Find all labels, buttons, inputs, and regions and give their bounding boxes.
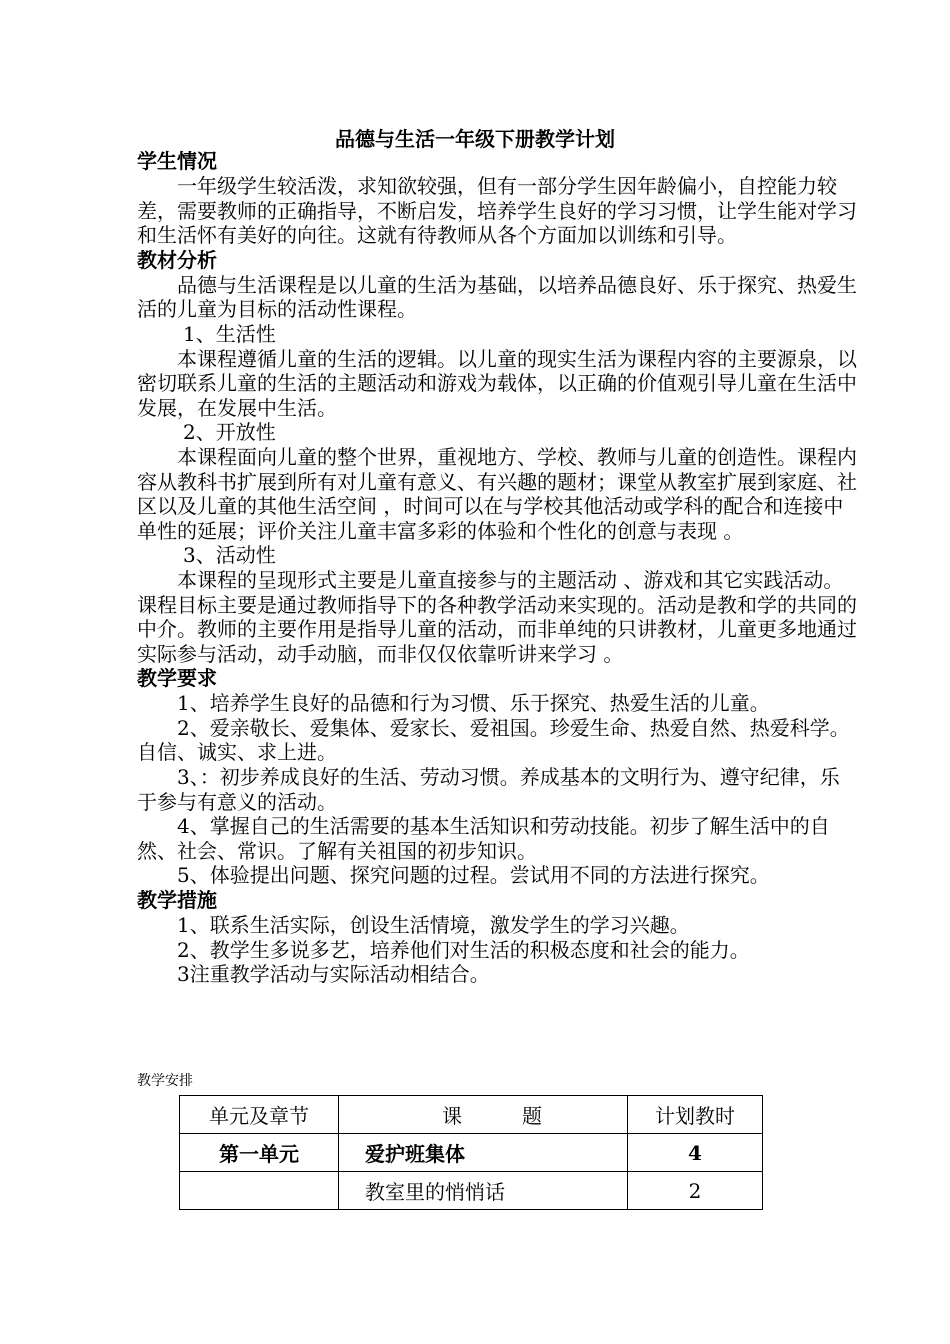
table-header-row [180, 1096, 763, 1134]
requirement-4: 4、掌握自己的生活需要的基本生活知识和劳动技能。初步了解生活中的自然、社会、常识。了解有关祖国的初步知识。 [137, 814, 830, 863]
measure-2: 2、教学生多说多艺，培养他们对生活的积极态度和社会的能力。 [177, 937, 750, 962]
analysis-point-3-text: 本课程的呈现形式主要是儿童直接参与的主题活动 、游戏和其它实践活动。课程目标主要是通过教师指导下的各种教学活动来实现的。活动是教和学的共同的中介。教师的主要作用是指导儿童的活动，而非单纯的只讲教材，儿童更多地通过实际参与活动，动手动脑，而非仅仅依靠听讲来学习 。 [137, 567, 857, 666]
header-hours: 计划教时 [628, 1096, 763, 1134]
cell-hours: 4 [628, 1134, 763, 1172]
analysis-point-1-text: 本课程遵循儿童的生活的逻辑。以儿童的现实生活为课程内容的主要源泉，以密切联系儿童的生活的主题活动和游戏为载体，以正确的价值观引导儿童在生活中发展，在发展中生活。 [137, 346, 857, 420]
requirement-5: 5、体验提出问题、探究问题的过程。尝试用不同的方法进行探究。 [177, 863, 770, 888]
section-heading-analysis: 教材分析 [137, 247, 217, 272]
analysis-paragraph: 品德与生活课程是以儿童的生活为基础，以培养品德良好、乐于探究、热爱生活的儿童为目标的活动性课程。 [137, 272, 857, 322]
table-row [180, 1134, 763, 1172]
cell-unit: 第一单元 [180, 1134, 339, 1172]
analysis-point-2-label: 2、开放性 [183, 420, 276, 445]
cell-topic: 爱护班集体 [339, 1134, 628, 1172]
analysis-point-2-text: 本课程面向儿童的整个世界，重视地方、学校、教师与儿童的创造性。课程内容从教科书扩展到所有对儿童有意义、有兴趣的题材；课堂从教室扩展到家庭、社区以及儿童的其他生活空间 ，时间可以在与学校其他活动或学科的配合和连接中单性的延展；评价关注儿童丰富多彩的体验和个性化的创意与表现 。 [137, 444, 857, 543]
header-topic: 课 题 [339, 1096, 628, 1134]
requirement-1: 1、培养学生良好的品德和行为习惯、乐于探究、热爱生活的儿童。 [177, 691, 770, 716]
measure-1: 1、联系生活实际，创设生活情境，激发学生的学习兴趣。 [177, 913, 690, 938]
requirement-2: 2、爱亲敬长、爱集体、爱家长、爱祖国。珍爱生命、热爱自然、热爱科学。自信、诚实、求上进。 [137, 715, 850, 765]
section-heading-requirements: 教学要求 [137, 666, 217, 691]
cell-unit [180, 1172, 339, 1210]
header-unit: 单元及章节 [180, 1096, 339, 1134]
section-heading-students: 学生情况 [137, 149, 217, 173]
requirement-3: 3、：初步养成良好的生活、劳动习惯。养成基本的文明行为、遵守纪律，乐于参与有意义的活动。 [137, 765, 840, 814]
analysis-point-3-label: 3、活动性 [183, 543, 276, 568]
table-row [180, 1172, 763, 1210]
section-heading-measures: 教学措施 [137, 888, 217, 913]
schedule-label: 教学安排 [137, 1073, 193, 1089]
measure-3: 3注重教学活动与实际活动相结合。 [177, 962, 490, 987]
analysis-point-1-label: 1、生活性 [183, 321, 276, 346]
schedule-table [179, 1095, 763, 1210]
document-body [137, 149, 857, 987]
cell-topic: 教室里的悄悄话 [339, 1172, 628, 1210]
students-paragraph: 一年级学生较活泼，求知欲较强，但有一部分学生因年龄偏小，自控能力较差，需要教师的正确指导，不断启发，培养学生良好的学习习惯，让学生能对学习和生活怀有美好的向往。这就有待教师从各个方面加以训练和引导。 [137, 174, 857, 248]
cell-hours: 2 [628, 1172, 763, 1210]
document-title: 品德与生活一年级下册教学计划 [335, 127, 615, 151]
